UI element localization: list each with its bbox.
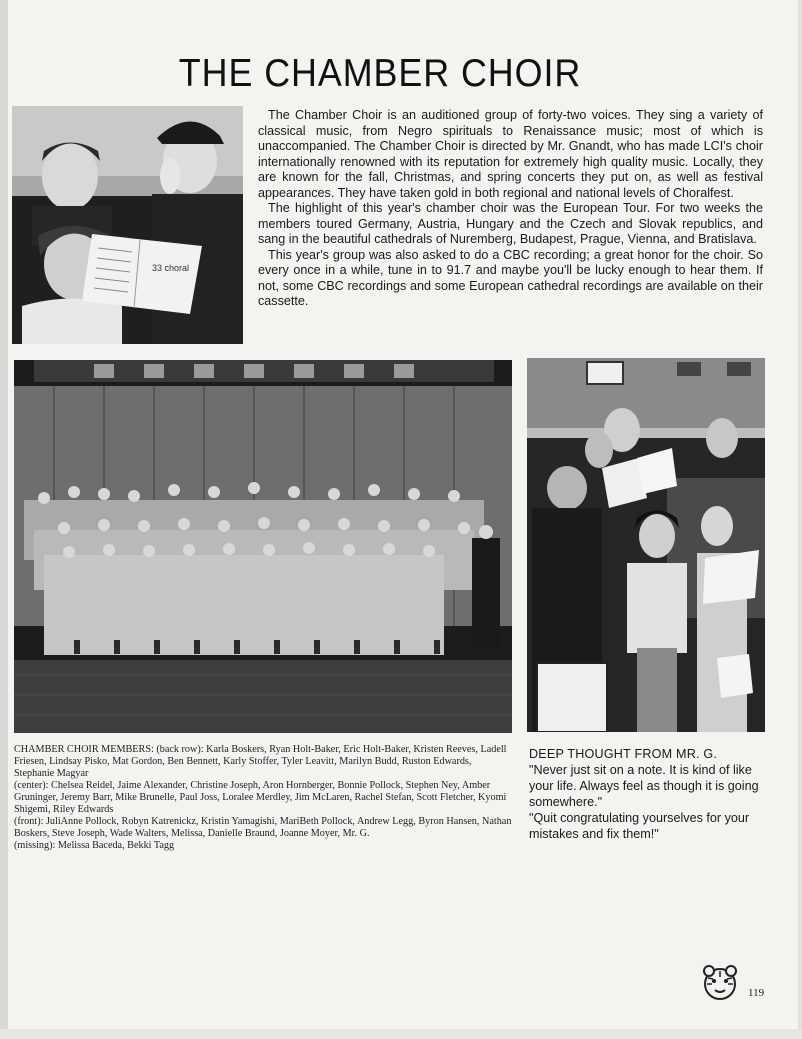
deep-thought-quote bbox=[529, 746, 767, 842]
caption-missing: (missing): Melissa Baceda, Bekki Tagg bbox=[14, 840, 175, 851]
page-edge-bottom bbox=[0, 1029, 802, 1039]
intro-paragraph-1: The Chamber Choir is an auditioned group of forty-two voices. They sing a variety of classical music, from Negro spirituals to Renaissance music; most of which is unaccompanied. The Chamber Choir is directed by Mr. Gnandt, who has made LCI's choir internationally renowned with its reputation for extremely high quality music. Locally, they are known for the fall, Christmas, and spring concerts they put on, as well as festival appearances. They have taken gold in both regional and national levels of Choralfest. bbox=[258, 108, 763, 200]
caption-back-row: CHAMBER CHOIR MEMBERS: (back row): Karla Boskers, Ryan Holt-Baker, Eric Holt-Baker, Kristen Reeves, Ladell Friesen, Lindsay Pisko, Mat Gordon, Ben Bennett, Karly Stoffer, Tyler Leavitt, Marilyn Budd, Ruston Edwards, Stephanie Magyar bbox=[14, 744, 507, 779]
page-edge-right bbox=[798, 0, 802, 1039]
caption-center-row: (center): Chelsea Reidel, Jaime Alexander, Christine Joseph, Aron Hornberger, Bonnie Pollock, Stephen Ney, Amber Gruninger, Jeremy Barr, Mike Brunelle, Paul Joss, Loralee Merdley, Jim McLaren, Rachel Stefan, Scott Fletcher, Kyomi Shigemi, Riley Edwards bbox=[14, 780, 507, 815]
members-caption bbox=[14, 744, 514, 852]
singers-photo bbox=[12, 106, 243, 344]
page-number: 119 bbox=[748, 987, 765, 999]
intro-paragraph-3: This year's group was also asked to do a CBC recording; a great honor for the choir. So every once in a while, tune in to 91.7 and maybe you'll be lucky enough to hear them. If not, some CBC recordings and some European cathedral recordings are available on their cassette. bbox=[258, 247, 763, 308]
caption-front-row: (front): JuliAnne Pollock, Robyn Katrenickz, Kristin Yamagishi, MariBeth Pollock, Andrew Legg, Byron Hansen, Nathan Boskers, Steve Joseph, Wade Walters, Melissa, Danielle Braund, Joanne Moyer, Mr. G. bbox=[14, 816, 512, 839]
tiger-mascot-icon bbox=[700, 962, 740, 1002]
intro-text bbox=[258, 108, 763, 310]
intro-paragraph-2: The highlight of this year's chamber choir was the European Tour. For two weeks the members toured Germany, Austria, Hungary and the Czech and Slovak republics, and sang in the beautiful cathedrals of Nuremberg, Budapest, Prague, Vienna, and Bratislava. bbox=[258, 201, 763, 246]
group-choir-photo bbox=[14, 360, 512, 733]
page-title: THE CHAMBER CHOIR bbox=[178, 52, 582, 95]
quote-line-1: "Never just sit on a note. It is kind of like your life. Always feel as though it is going somewhere." bbox=[529, 763, 759, 809]
songbook-label: 33 choral bbox=[152, 263, 190, 273]
quote-line-2: "Quit congratulating yourselves for your mistakes and fix them!" bbox=[529, 811, 750, 841]
singers-with-music-photo bbox=[527, 358, 765, 732]
quote-heading: DEEP THOUGHT FROM MR. G. bbox=[529, 747, 718, 761]
page-edge-left bbox=[0, 0, 8, 1039]
